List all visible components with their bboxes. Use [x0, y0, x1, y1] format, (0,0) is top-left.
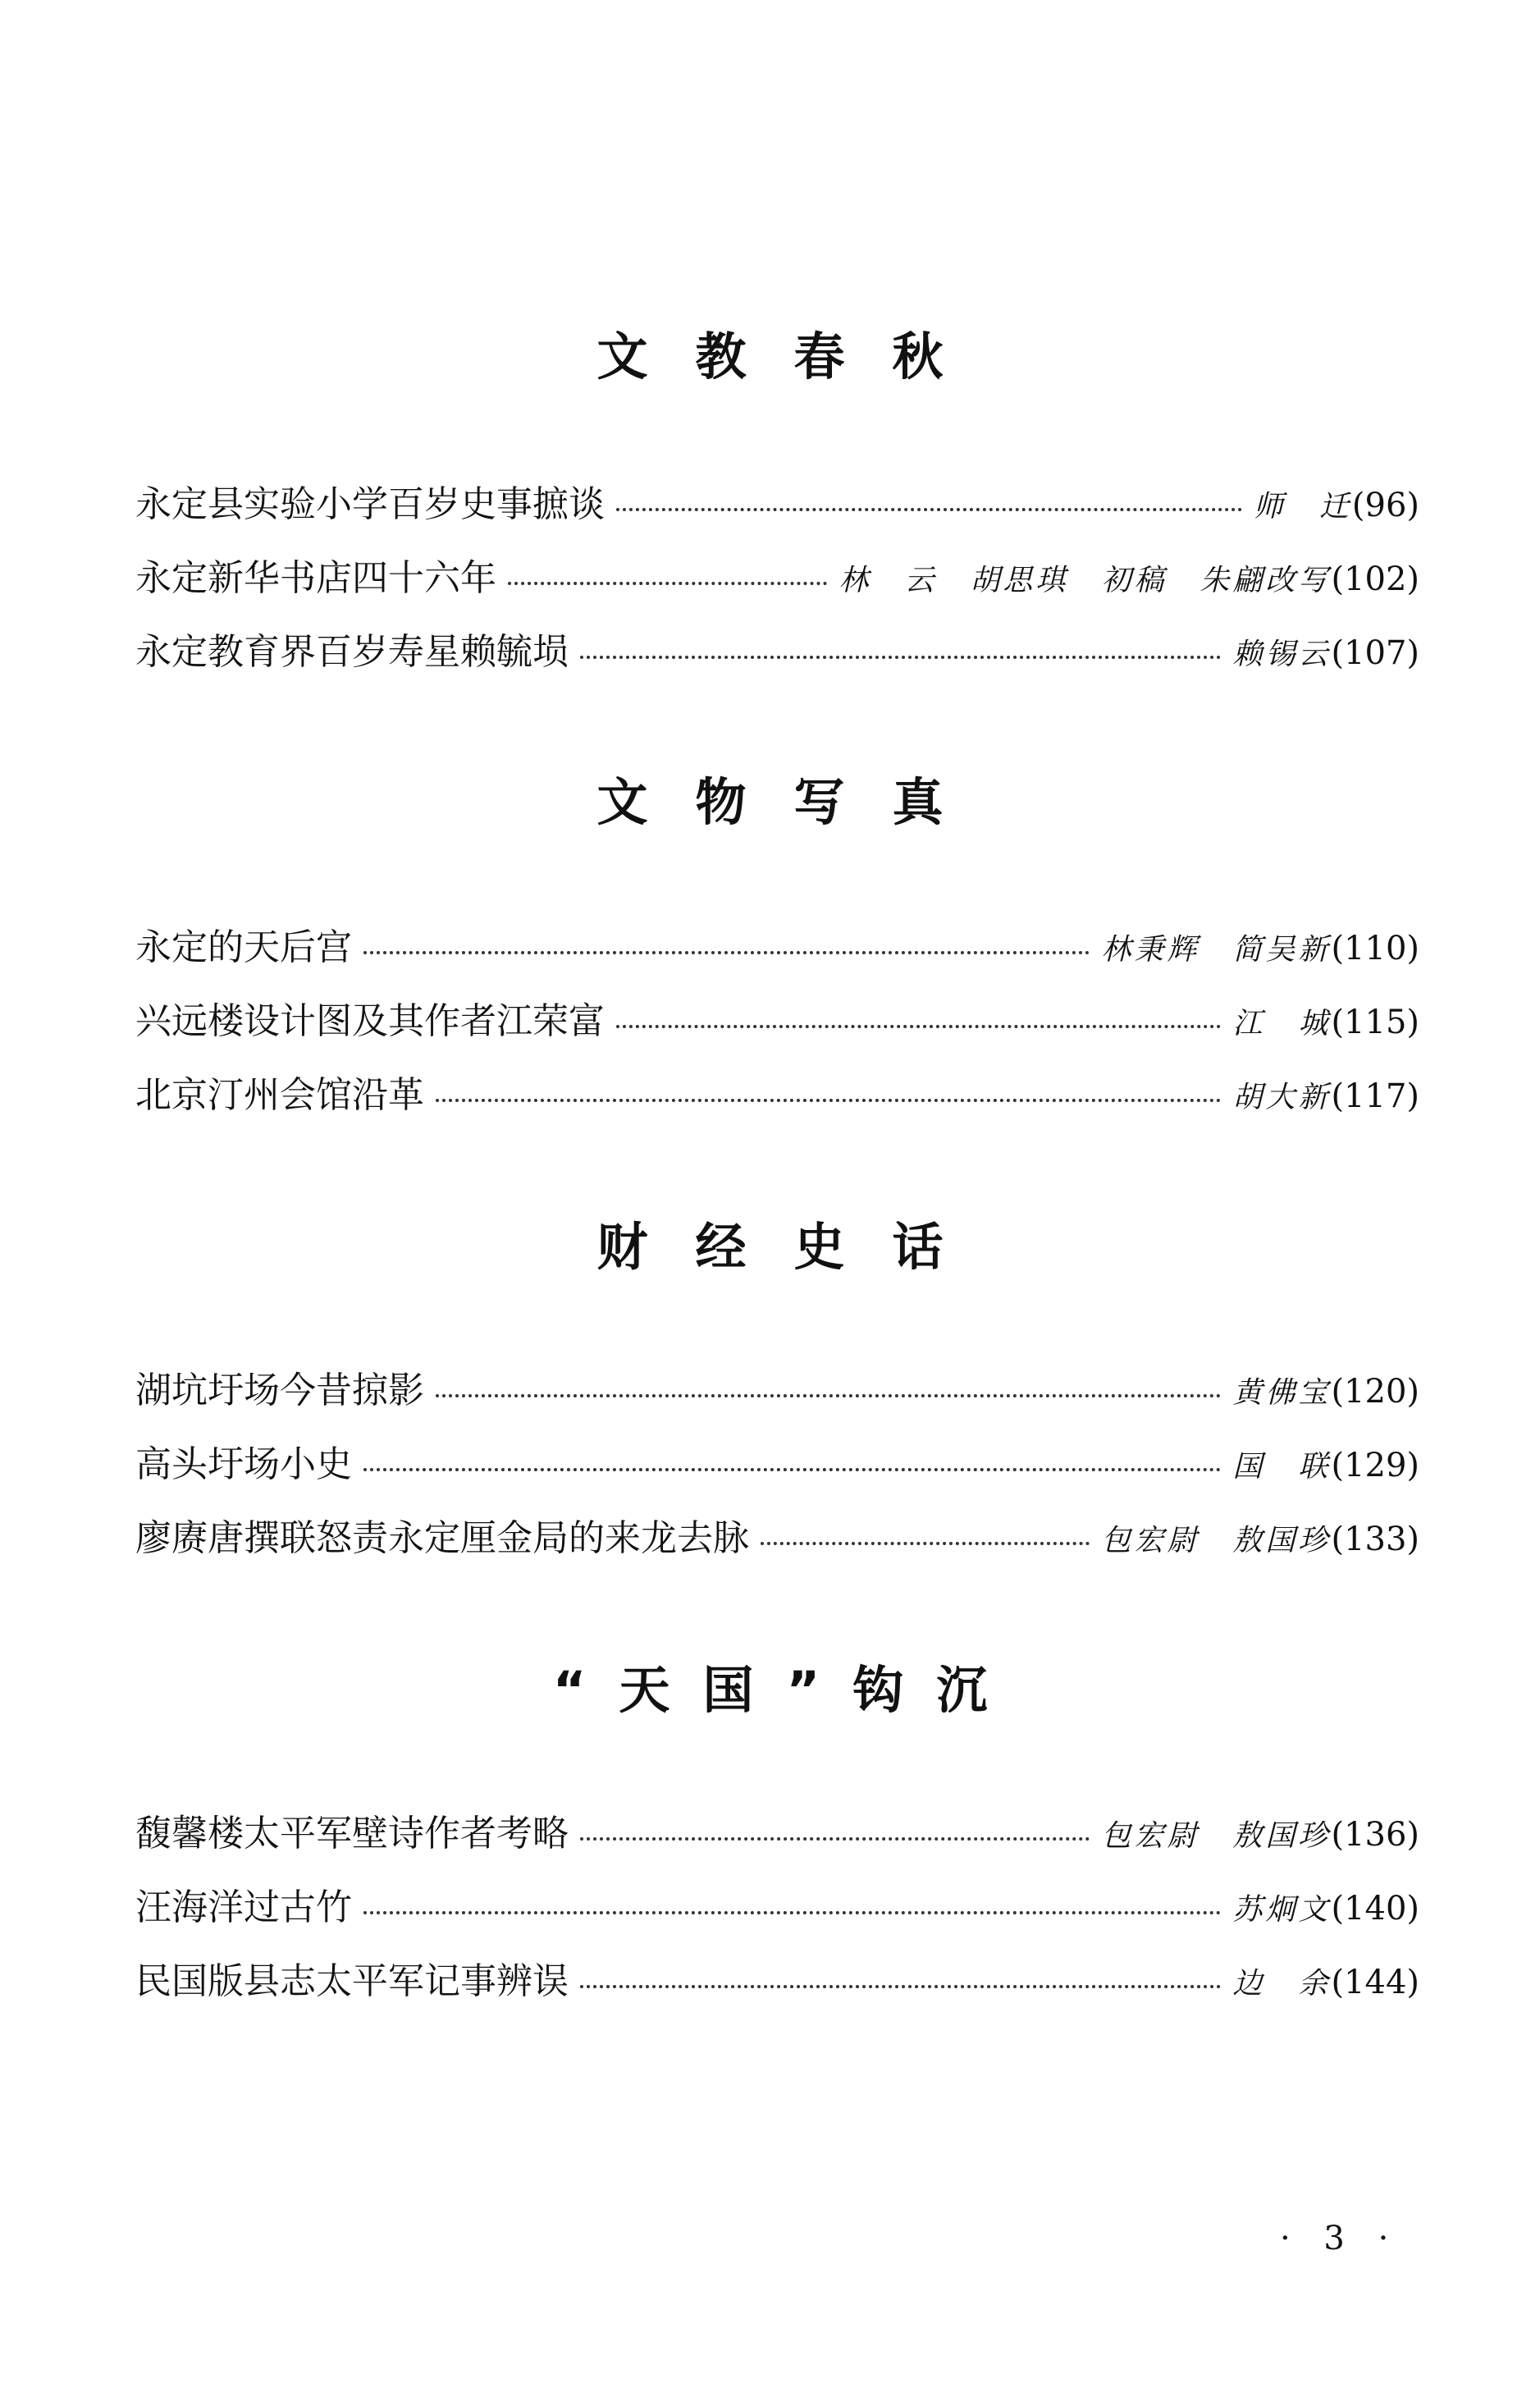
entry-page: (117) — [1331, 1077, 1419, 1115]
dot-leader — [761, 1539, 1090, 1545]
section-title: “天国”钩沉 — [552, 1660, 1021, 1720]
entry-page: (96) — [1351, 487, 1419, 524]
page-number: · 3 · — [1280, 2220, 1401, 2257]
entry-title: 永定新华书店四十六年 — [135, 557, 496, 599]
toc-entry[interactable] — [135, 1877, 1419, 1935]
entry-page: (110) — [1331, 930, 1419, 967]
entry-title: 永定教育界百岁寿星赖毓埙 — [135, 631, 569, 673]
entry-author: 黄佛宝 — [1232, 1376, 1332, 1410]
toc-entry[interactable] — [135, 1951, 1419, 2009]
dot-leader — [616, 505, 1242, 511]
entry-title: 高头圩场小史 — [135, 1443, 352, 1485]
toc-entry[interactable] — [135, 1065, 1419, 1123]
entry-author: 包宏尉 敖国珍 — [1101, 1524, 1332, 1557]
entry-title: 永定县实验小学百岁史事摭谈 — [135, 483, 605, 525]
toc-entry[interactable] — [135, 1361, 1419, 1418]
entry-author: 苏炯文 — [1232, 1893, 1332, 1927]
dot-leader — [580, 1834, 1090, 1841]
entry-page: (133) — [1331, 1521, 1419, 1558]
entry-page: (102) — [1331, 560, 1419, 598]
toc-entry[interactable] — [135, 991, 1419, 1049]
entry-title: 湖坑圩场今昔掠影 — [135, 1370, 424, 1411]
dot-leader — [508, 579, 827, 585]
dot-leader — [436, 1391, 1221, 1397]
section-title: 文教春秋 — [596, 327, 991, 386]
entry-title: 汪海洋过古竹 — [135, 1886, 352, 1928]
dot-leader — [363, 1465, 1221, 1471]
entry-page: (115) — [1331, 1004, 1419, 1041]
entry-author: 胡大新 — [1232, 1081, 1332, 1114]
entry-page: (107) — [1331, 634, 1419, 672]
section-title: 财经史话 — [596, 1217, 991, 1277]
entry-page: (136) — [1331, 1816, 1419, 1854]
entry-author: 国 联 — [1232, 1450, 1332, 1484]
entry-title: 永定的天后宫 — [135, 926, 352, 968]
entry-page: (120) — [1331, 1373, 1419, 1411]
dot-leader — [363, 1908, 1221, 1914]
toc-entry[interactable] — [135, 1434, 1419, 1492]
entry-page: (144) — [1331, 1964, 1419, 2001]
toc-entry[interactable] — [135, 548, 1419, 606]
entry-author: 江 城 — [1232, 1007, 1332, 1040]
dot-leader — [616, 1022, 1221, 1028]
dot-leader — [436, 1095, 1221, 1102]
dot-leader — [363, 948, 1090, 954]
toc-entry[interactable] — [135, 1508, 1419, 1566]
dot-leader — [580, 1982, 1221, 1988]
toc-entry[interactable] — [135, 622, 1419, 679]
entry-author: 林 云 胡思琪 初稿 朱翩改写 — [839, 564, 1332, 597]
dot-leader — [580, 652, 1221, 659]
entry-title: 廖赓唐撰联怒责永定厘金局的来龙去脉 — [135, 1517, 749, 1559]
entry-author: 林秉辉 简吴新 — [1101, 933, 1332, 967]
entry-title: 兴远楼设计图及其作者江荣富 — [135, 1000, 605, 1042]
section-title: 文物写真 — [596, 772, 991, 832]
entry-page: (129) — [1331, 1447, 1419, 1484]
entry-author: 包宏尉 敖国珍 — [1101, 1819, 1332, 1853]
toc-entry[interactable] — [135, 917, 1419, 975]
entry-page: (140) — [1331, 1890, 1419, 1928]
entry-title: 民国版县志太平军记事辨误 — [135, 1960, 569, 2002]
toc-entry[interactable] — [135, 1804, 1419, 1861]
entry-title: 北京汀州会馆沿革 — [135, 1074, 424, 1116]
entry-author: 边 余 — [1232, 1967, 1332, 2001]
entry-author: 赖锡云 — [1232, 638, 1332, 671]
entry-title: 馥馨楼太平军壁诗作者考略 — [135, 1813, 569, 1854]
toc-entry[interactable] — [135, 474, 1419, 532]
entry-author: 师 迁 — [1253, 490, 1352, 524]
